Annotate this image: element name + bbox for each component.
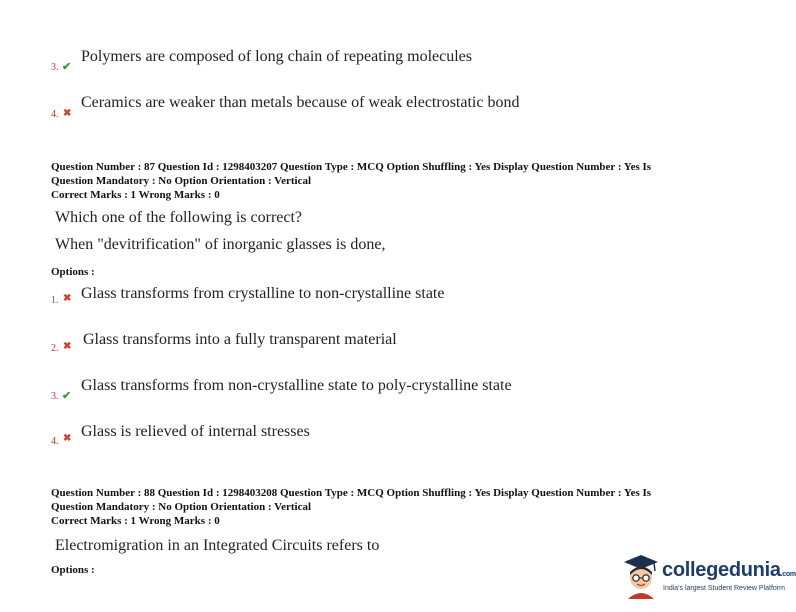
meta-line: Question Mandatory : No Option Orientation : Vertical [51,175,312,187]
option-number: 2. [51,343,59,354]
brand-tagline: India's largest Student Review Platform [663,585,785,592]
check-icon: ✔ [62,61,72,73]
option-text: Glass transforms into a fully transparent material [83,331,397,348]
meta-line: Question Mandatory : No Option Orientation : Vertical [51,501,312,513]
option-number: 1. [51,295,59,306]
question-88-text-line1: Electromigration in an Integrated Circuits refers to [55,537,380,554]
option-text: Glass is relieved of internal stresses [81,423,310,440]
q87-option-1 [0,285,760,315]
cross-icon: ✖ [63,433,72,444]
check-icon: ✔ [62,390,72,402]
question-87-text-line1: Which one of the following is correct? [55,209,303,226]
cross-icon: ✖ [63,108,72,119]
brand-suffix: .com [780,571,796,578]
q87-option-4 [0,423,760,453]
q87-option-3 [0,377,760,407]
prev-option-4 [0,94,760,124]
options-label: Options : [51,266,95,278]
question-87-meta [51,160,751,202]
option-text: Polymers are composed of long chain of repeating molecules [81,48,472,65]
option-number: 3. [51,391,59,402]
cross-icon: ✖ [63,293,72,304]
meta-line: Question Number : 88 Question Id : 1298403208 Question Type : MCQ Option Shuffling : Yes Display Question Number : Yes Is [51,487,652,499]
meta-line: Correct Marks : 1 Wrong Marks : 0 [51,189,220,201]
option-number: 3. [51,62,59,73]
graduate-mascot-icon [622,553,660,601]
q87-option-2 [0,331,760,361]
options-label: Options : [51,564,95,576]
option-text: Glass transforms from crystalline to non-crystalline state [81,285,445,302]
prev-option-3 [0,48,760,78]
meta-line: Question Number : 87 Question Id : 1298403207 Question Type : MCQ Option Shuffling : Yes Display Question Number : Yes Is [51,161,652,173]
brand-name: collegedunia.com [662,559,796,581]
option-text: Ceramics are weaker than metals because of weak electrostatic bond [81,94,520,111]
collegedunia-watermark [622,553,796,603]
cross-icon: ✖ [63,341,72,352]
meta-line: Correct Marks : 1 Wrong Marks : 0 [51,515,220,527]
option-text: Glass transforms from non-crystalline state to poly-crystalline state [81,377,512,394]
question-87-text-line2: When "devitrification" of inorganic glasses is done, [55,236,386,253]
question-88-meta [51,486,751,528]
option-number: 4. [51,436,59,447]
option-number: 4. [51,109,59,120]
